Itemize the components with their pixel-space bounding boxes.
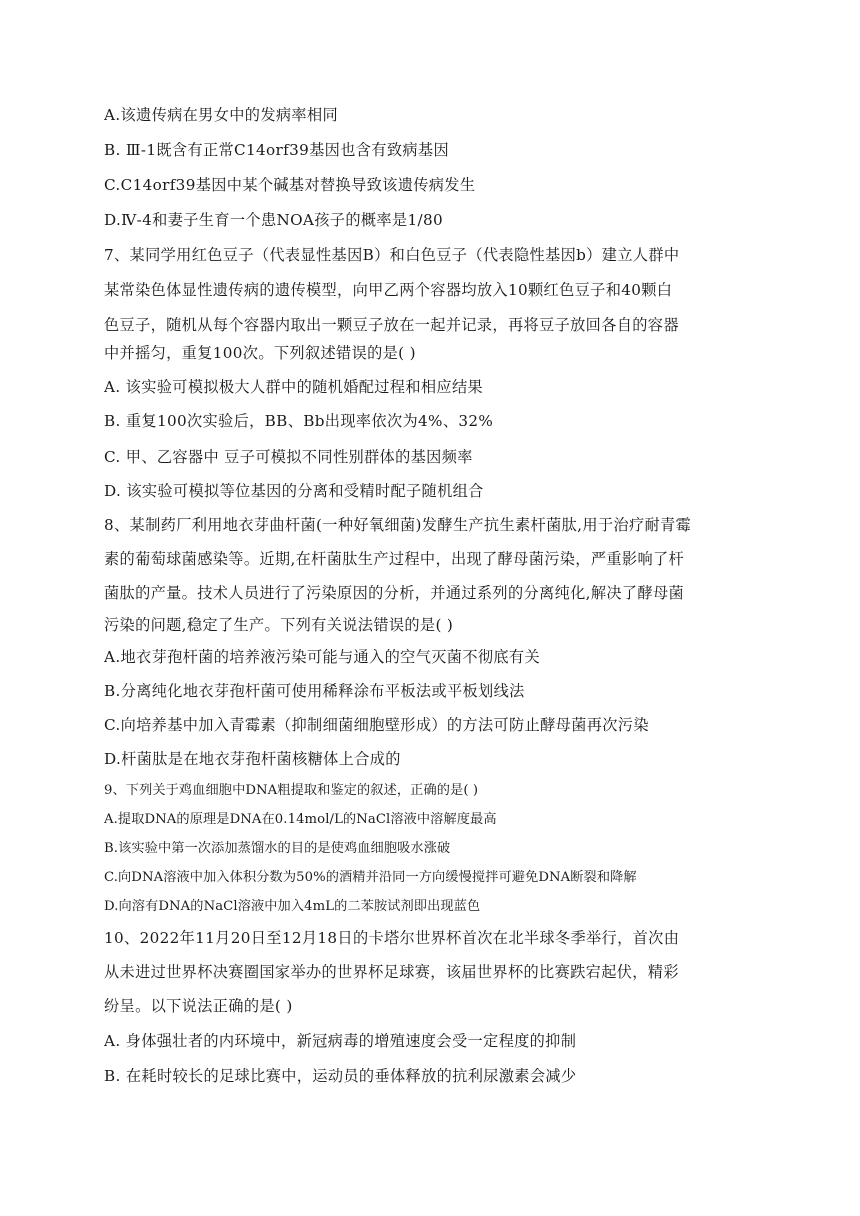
q8-option-d: D.杆菌肽是在地衣芽孢杆菌核糖体上合成的 [104, 750, 401, 768]
q6-option-a: A.该遗传病在男女中的发病率相同 [104, 106, 339, 124]
q8-option-c: C.向培养基中加入青霉素（抑制细菌细胞壁形成）的方法可防止酵母菌再次污染 [104, 716, 649, 734]
q6-option-c: C.C14orf39基因中某个碱基对替换导致该遗传病发生 [104, 176, 476, 194]
q9-option-a: A.提取DNA的原理是DNA在0.14mol/L的NaCl溶液中溶解度最高 [104, 812, 497, 827]
q6-option-d: D.Ⅳ-4和妻子生育一个患NOA孩子的概率是1/80 [104, 211, 443, 229]
q9-option-c: C.向DNA溶液中加入体积分数为50%的酒精并沿同一方向缓慢搅拌可避免DNA断裂和降解 [104, 870, 637, 885]
q8-option-a: A.地衣芽孢杆菌的培养液污染可能与通入的空气灭菌不彻底有关 [104, 648, 541, 666]
q9-stem: 9、下列关于鸡血细胞中DNA粗提取和鉴定的叙述，正确的是( ) [104, 783, 479, 798]
q7-stem-line-2: 某常染色体显性遗传病的遗传模型，向甲乙两个容器均放入10颗红色豆子和40颗白 [104, 281, 673, 299]
q8-option-b: B.分离纯化地衣芽孢杆菌可使用稀释涂布平板法或平板划线法 [104, 682, 525, 700]
q7-option-c: C. 甲、乙容器中 豆子可模拟不同性别群体的基因频率 [104, 448, 473, 466]
q10-option-a: A. 身体强壮者的内环境中，新冠病毒的增殖速度会受一定程度的抑制 [104, 1032, 577, 1050]
q7-option-a: A. 该实验可模拟极大人群中的随机婚配过程和相应结果 [104, 378, 484, 396]
q7-stem-line-4: 中并摇匀，重复100次。下列叙述错误的是( ) [104, 344, 416, 362]
q7-option-d: D. 该实验可模拟等位基因的分离和受精时配子随机组合 [104, 482, 484, 500]
q10-stem-line-1: 10、2022年11月20日至12月18日的卡塔尔世界杯首次在北半球冬季举行，首次由 [104, 929, 680, 947]
q6-option-b: B. Ⅲ-1既含有正常C14orf39基因也含有致病基因 [104, 141, 449, 159]
q10-stem-line-2: 从未进过世界杯决赛圈国家举办的世界杯足球赛，该届世界杯的比赛跌宕起伏，精彩 [104, 963, 679, 981]
q7-stem-line-1: 7、某同学用红色豆子（代表显性基因B）和白色豆子（代表隐性基因b）建立人群中 [104, 246, 680, 264]
q7-option-b: B. 重复100次实验后，BB、Bb出现率依次为4%、32% [104, 412, 494, 430]
q9-option-b: B.该实验中第一次添加蒸馏水的目的是使鸡血细胞吸水涨破 [104, 841, 451, 856]
q8-stem-line-3: 菌肽的产量。技术人员进行了污染原因的分析，并通过系列的分离纯化,解决了酵母菌 [104, 584, 685, 602]
q8-stem-line-2: 素的葡萄球菌感染等。近期,在杆菌肽生产过程中，出现了酵母菌污染，严重影响了杆 [104, 550, 685, 568]
q10-option-b: B. 在耗时较长的足球比赛中，运动员的垂体释放的抗利尿激素会减少 [104, 1067, 577, 1085]
q8-stem-line-1: 8、某制药厂利用地衣芽曲杆菌(一种好氧细菌)发酵生产抗生素杆菌肽,用于治疗耐青霉 [104, 516, 692, 534]
q10-stem-line-3: 纷呈。以下说法正确的是( ) [104, 997, 293, 1015]
q8-stem-line-4: 污染的问题,稳定了生产。下列有关说法错误的是( ) [104, 616, 454, 634]
q9-option-d: D.向溶有DNA的NaCl溶液中加入4mL的二苯胺试剂即出现蓝色 [104, 899, 481, 914]
q7-stem-line-3: 色豆子，随机从每个容器内取出一颗豆子放在一起并记录，再将豆子放回各自的容器 [104, 316, 679, 334]
